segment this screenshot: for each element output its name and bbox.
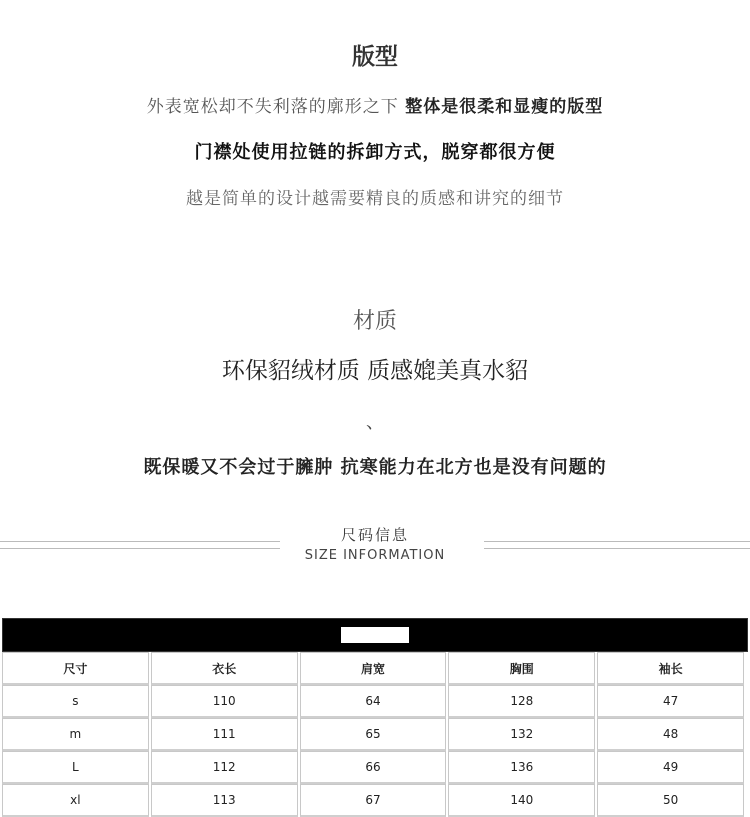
table-cell: 50: [597, 784, 744, 817]
table-cell: 67: [300, 784, 447, 817]
table-cell: xl: [2, 784, 149, 817]
material-title: 材质: [352, 309, 397, 334]
table-cell: 111: [151, 718, 298, 751]
table-cell: 140: [448, 784, 595, 817]
table-cell: m: [2, 718, 149, 751]
style-title: 版型: [352, 43, 398, 70]
table-cell: 136: [448, 751, 595, 784]
size-info-title-cn: 尺码信息: [340, 526, 409, 544]
table-row: [2, 718, 744, 751]
table-header-row: [2, 652, 744, 685]
style-line-1-bold: 整体是很柔和显瘦的版型: [405, 97, 604, 117]
material-line-2: 既保暖又不会过于臃肿 抗寒能力在北方也是没有问题的: [143, 457, 607, 478]
table-cell: 47: [597, 685, 744, 718]
table-row: [2, 751, 744, 784]
table-cell: 49: [597, 751, 744, 784]
size-info-title-en: SIZE INFORMATION: [304, 548, 446, 563]
table-header-cell: 胸围: [448, 652, 595, 685]
style-line-3: 越是简单的设计越需要精良的质感和讲究的细节: [186, 189, 564, 209]
table-cell: 128: [448, 685, 595, 718]
style-line-1: [0, 92, 750, 117]
table-row: [2, 784, 744, 817]
table-cell: 132: [448, 718, 595, 751]
table-cell: 110: [151, 685, 298, 718]
table-cell: 48: [597, 718, 744, 751]
table-header-cell: 袖长: [597, 652, 744, 685]
table-cell: L: [2, 751, 149, 784]
style-line-2: 门襟处使用拉链的拆卸方式，脱穿都很方便: [194, 142, 556, 163]
table-banner: [2, 618, 748, 652]
table-header-cell: 衣长: [151, 652, 298, 685]
style-line-1-light: 外表宽松却不失利落的廓形之下: [146, 97, 399, 117]
size-table-wrapper: [2, 618, 748, 817]
table-cell: s: [2, 685, 149, 718]
table-cell: 113: [151, 784, 298, 817]
size-table: [0, 652, 746, 817]
banner-label-box: [341, 627, 409, 643]
table-header-cell: 肩宽: [300, 652, 447, 685]
table-cell: 64: [300, 685, 447, 718]
table-row: [2, 685, 744, 718]
table-cell: 112: [151, 751, 298, 784]
size-info-header: [0, 524, 750, 568]
material-mark: 、: [366, 412, 384, 433]
table-cell: 66: [300, 751, 447, 784]
table-header-cell: 尺寸: [2, 652, 149, 685]
table-cell: 65: [300, 718, 447, 751]
material-line-1: 环保貂绒材质 质感媲美真水貂: [221, 358, 529, 384]
